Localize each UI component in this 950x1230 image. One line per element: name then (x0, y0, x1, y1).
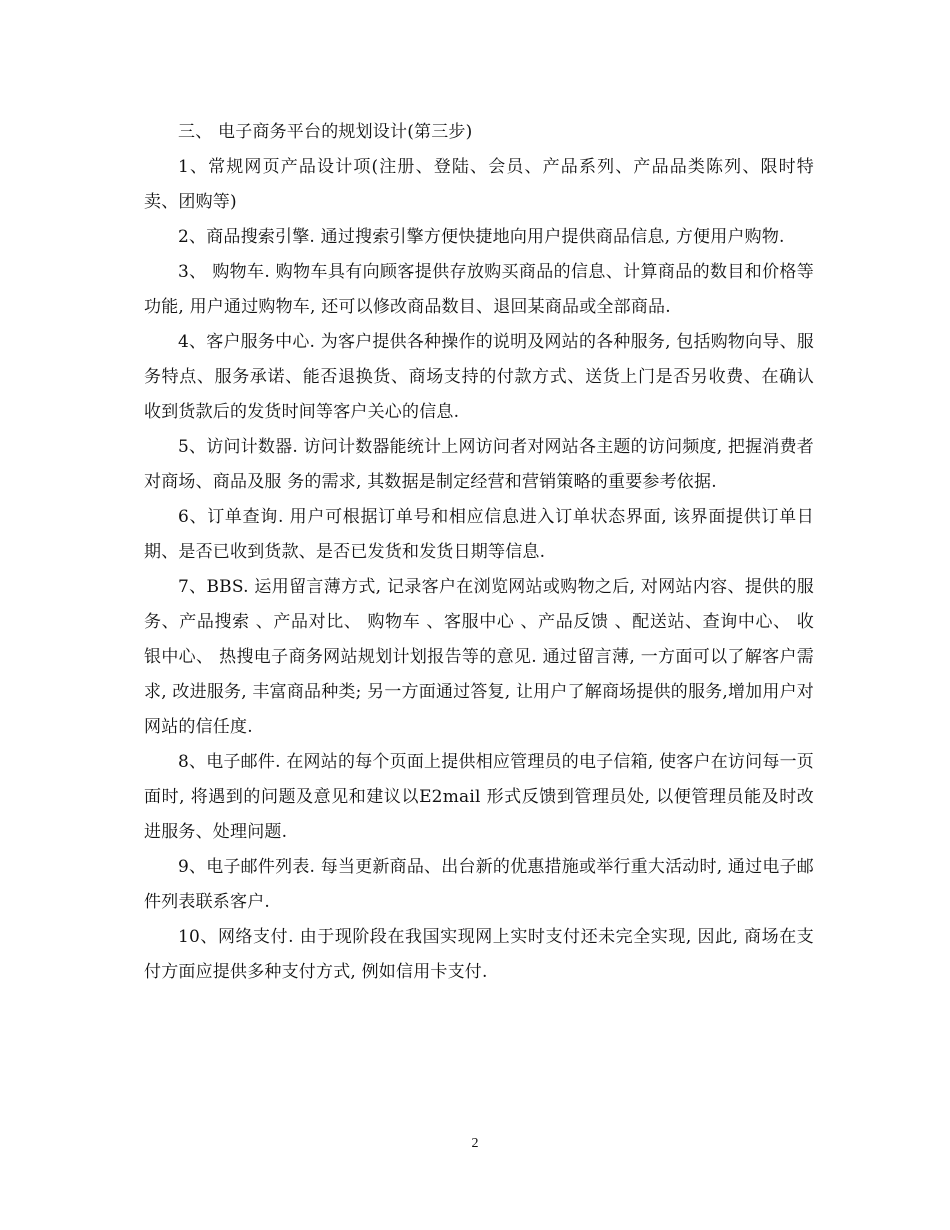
paragraph-1: 1、常规网页产品设计项(注册、登陆、会员、产品系列、产品品类陈列、限时特卖、团购等) (144, 157, 814, 212)
section-heading: 三、 电子商务平台的规划设计(第三步) (178, 122, 473, 142)
document-body (144, 115, 814, 990)
paragraph-7: 7、BBS. 运用留言薄方式, 记录客户在浏览网站或购物之后, 对网站内容、提供的服务、产品搜索 、产品对比、 购物车 、客服中心 、产品反馈 、配送站、查询中心、 收银中心、 热搜电子商务网站规划计划报告等的意见. 通过留言薄, 一方面可以了解客户需求, 改进服务, 丰富商品种类; 另一方面通过答复, 让用户了解商场提供的服务,增加用户对网站的信任度. (144, 577, 814, 737)
paragraph-10: 10、网络支付. 由于现阶段在我国实现网上实时支付还未完全实现, 因此, 商场在支付方面应提供多种支付方式, 例如信用卡支付. (144, 927, 814, 982)
paragraph-9: 9、电子邮件列表. 每当更新商品、出台新的优惠措施或举行重大活动时, 通过电子邮件列表联系客户. (144, 857, 814, 912)
paragraph-6: 6、订单查询. 用户可根据订单号和相应信息进入订单状态界面, 该界面提供订单日期、是否已收到货款、是否已发货和发货日期等信息. (144, 507, 814, 562)
paragraph-2: 2、商品搜索引擎. 通过搜索引擎方便快捷地向用户提供商品信息, 方便用户购物. (178, 227, 785, 247)
paragraph-4: 4、客户服务中心. 为客户提供各种操作的说明及网站的各种服务, 包括购物向导、服务特点、服务承诺、能否退换货、商场支持的付款方式、送货上门是否另收费、在确认收到货款后的发货时间等客户关心的信息. (144, 332, 814, 422)
paragraph-5: 5、访问计数器. 访问计数器能统计上网访问者对网站各主题的访问频度, 把握消费者对商场、商品及服 务的需求, 其数据是制定经营和营销策略的重要参考依据. (144, 437, 814, 492)
page-number: 2 (471, 1136, 479, 1151)
paragraph-8: 8、电子邮件. 在网站的每个页面上提供相应管理员的电子信箱, 使客户在访问每一页面时, 将遇到的问题及意见和建议以E2mail 形式反馈到管理员处, 以便管理员能及时改进服务、处理问题. (144, 752, 814, 842)
paragraph-3: 3、 购物车. 购物车具有向顾客提供存放购买商品的信息、计算商品的数目和价格等功能, 用户通过购物车, 还可以修改商品数目、退回某商品或全部商品. (144, 262, 814, 317)
